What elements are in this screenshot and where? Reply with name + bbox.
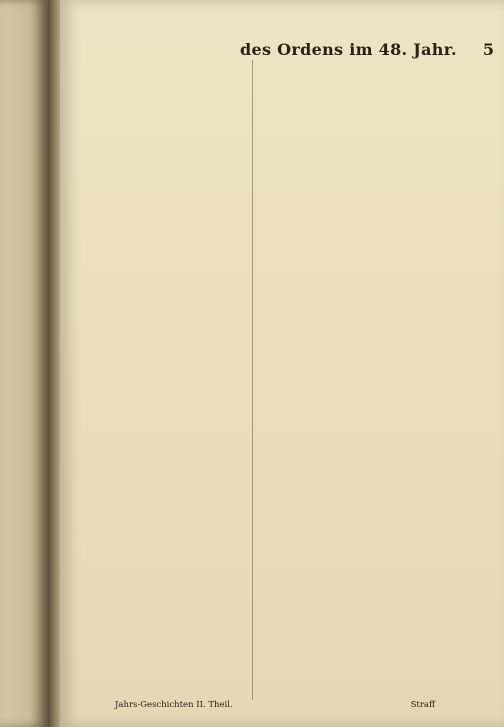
catchword: Straff (410, 700, 435, 710)
running-head: des Ordens im 48. Jahr. (240, 40, 457, 59)
page-number: 5 (482, 40, 494, 59)
column-divider (252, 60, 253, 700)
book-page (60, 0, 504, 727)
book-gutter (48, 0, 60, 727)
signature-line: Jahrs-Geschichten II. Theil. (115, 700, 233, 710)
previous-page-strip (0, 0, 48, 727)
page-header (210, 40, 500, 64)
page-footer (115, 700, 435, 716)
